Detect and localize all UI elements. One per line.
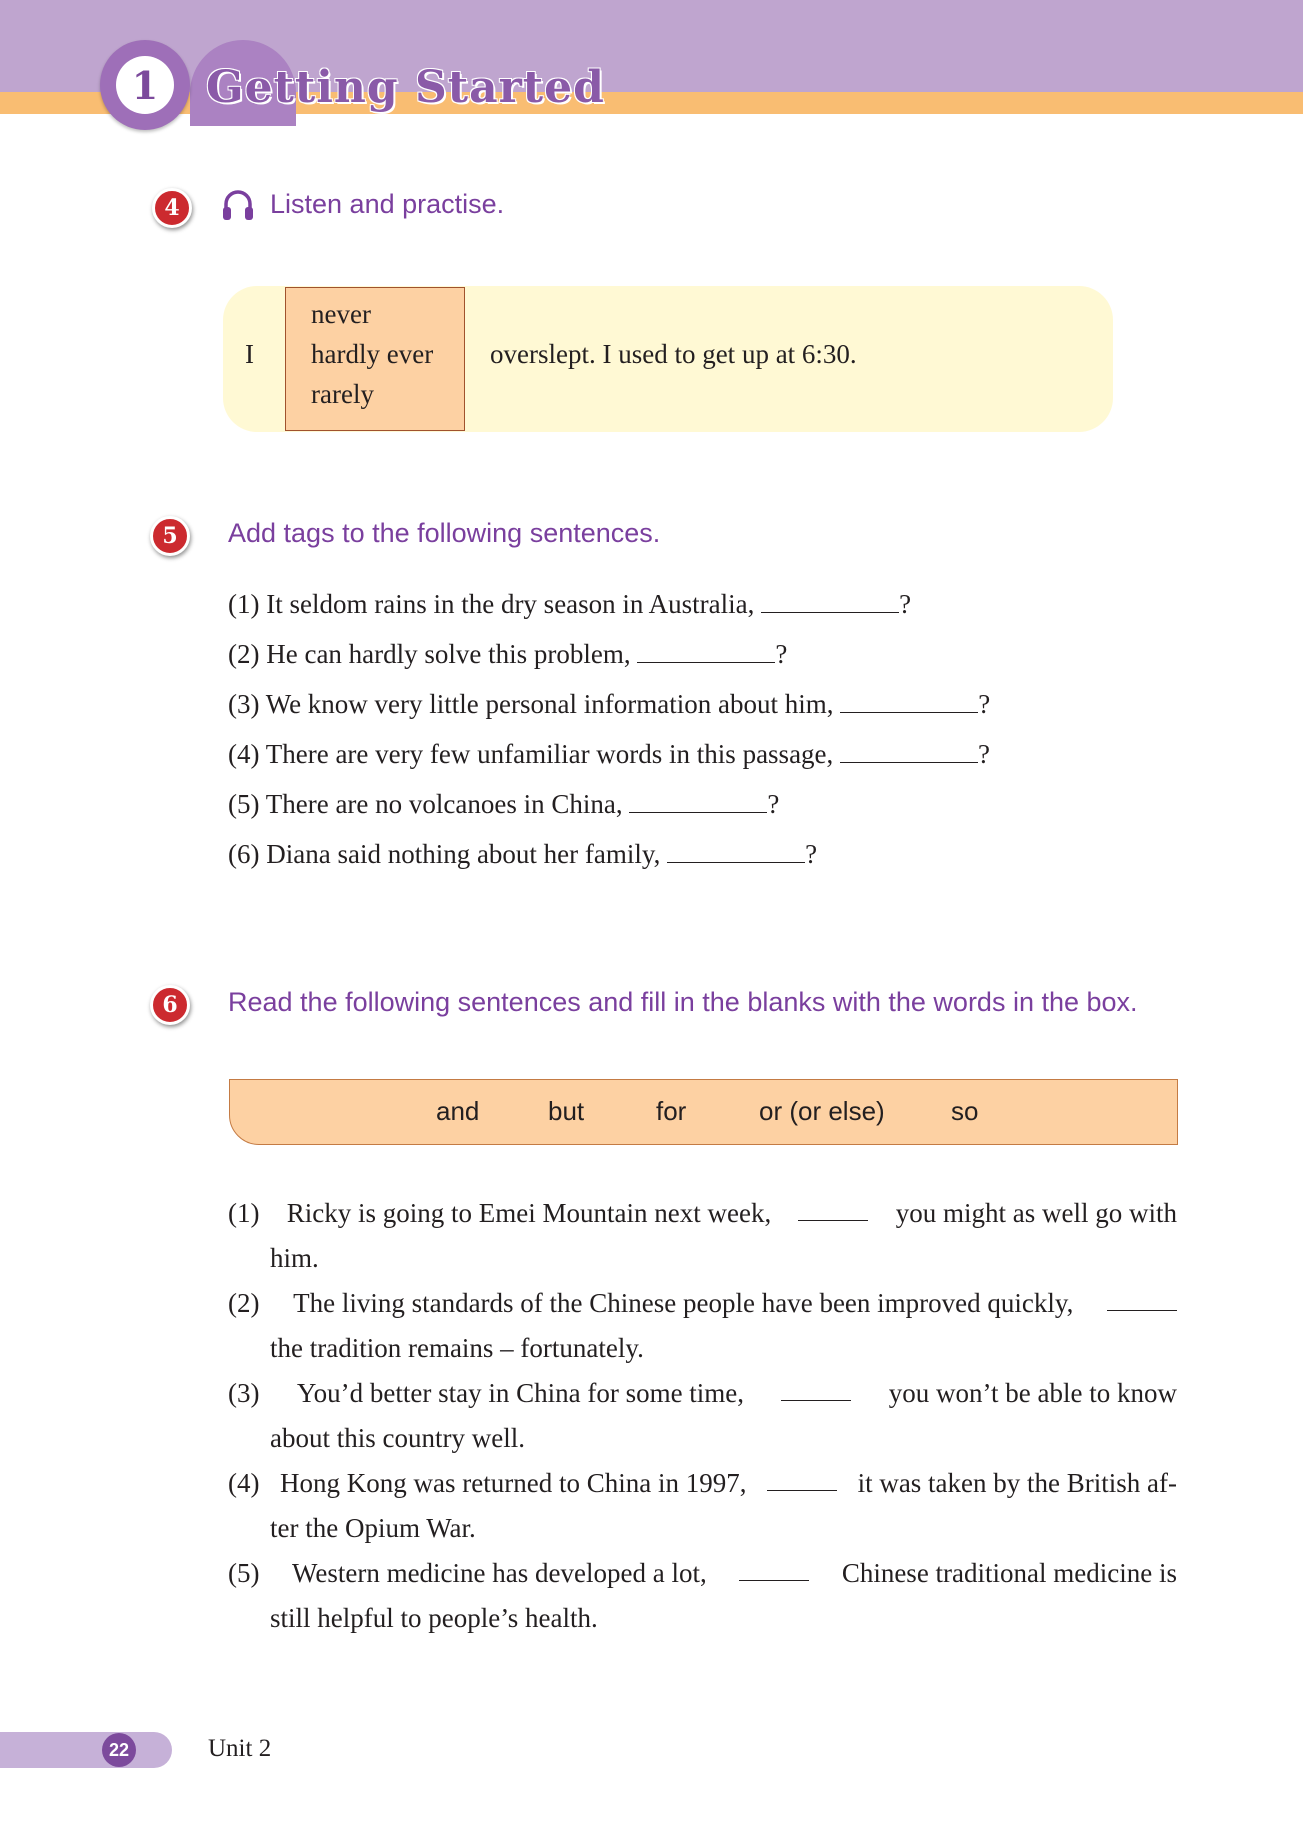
sentence-text: Ricky is going to Emei Mountain next week, (286, 1198, 772, 1228)
item-number: (3) (228, 1378, 260, 1408)
sentence-text: You’d better stay in China for some time, (296, 1378, 745, 1408)
item-number: (4) (228, 1468, 260, 1498)
page-title: Getting Started (206, 62, 605, 113)
footer-unit-label: Unit 2 (208, 1735, 272, 1762)
item-number: (1) (228, 1198, 260, 1228)
exercise-4-instruction: Listen and practise. (270, 189, 505, 219)
sentence-3-line-2: about this country well. (270, 1423, 525, 1453)
exercise-6-instruction: Read the following sentences and fill in the blanks with the words in the box. (228, 987, 1138, 1017)
sentence-text: Chinese traditional medicine is (841, 1558, 1177, 1588)
answer-blank[interactable] (840, 740, 978, 763)
answer-blank[interactable] (629, 790, 767, 813)
sentence-text: it was taken by the British af- (857, 1468, 1177, 1498)
word-box (229, 1079, 1178, 1145)
answer-blank[interactable] (739, 1558, 809, 1581)
question-mark: ? (805, 839, 818, 869)
question-4 (228, 739, 990, 770)
sentence-5-line-2: still helpful to people’s health. (270, 1603, 598, 1633)
question-mark: ? (978, 689, 991, 719)
sentence-text: you won’t be able to know (888, 1378, 1177, 1408)
question-5 (228, 789, 779, 820)
pattern-rest: overslept. I used to get up at 6:30. (490, 339, 857, 369)
sentence-1-line-2: him. (270, 1243, 319, 1273)
word-or-else: or (or else) (759, 1096, 885, 1126)
sentence-text: Hong Kong was returned to China in 1997, (280, 1468, 747, 1498)
sentence-4-line-2: ter the Opium War. (270, 1513, 476, 1543)
sentence-2-line-2: the tradition remains – fortunately. (270, 1333, 644, 1363)
word-but: but (548, 1096, 585, 1126)
word-so: so (951, 1096, 979, 1126)
word-for: for (656, 1096, 687, 1126)
question-text: (1) It seldom rains in the dry season in Australia, (228, 589, 755, 619)
answer-blank[interactable] (667, 840, 805, 863)
question-text: (4) There are very few unfamiliar words in this passage, (228, 739, 834, 769)
sentence-2-line-1 (228, 1288, 1177, 1319)
footer-bar (0, 1732, 172, 1768)
item-number: (2) (228, 1288, 260, 1318)
page-number: 22 (102, 1733, 136, 1767)
question-mark: ? (899, 589, 912, 619)
answer-blank[interactable] (798, 1198, 868, 1221)
question-3 (228, 689, 990, 720)
sentence-5-line-1 (228, 1558, 1177, 1589)
adverb-rarely: rarely (311, 379, 374, 409)
exercise-5-badge: 5 (150, 516, 190, 556)
question-2 (228, 639, 787, 670)
sentence-1-line-1 (228, 1198, 1177, 1229)
question-mark: ? (775, 639, 788, 669)
adverb-hardly-ever: hardly ever (311, 339, 434, 369)
answer-blank[interactable] (840, 690, 978, 713)
sentence-text: Western medicine has developed a lot, (292, 1558, 707, 1588)
sentence-text: you might as well go with (895, 1198, 1177, 1228)
answer-blank[interactable] (1107, 1288, 1177, 1311)
question-text: (5) There are no volcanoes in China, (228, 789, 623, 819)
headphones-icon[interactable] (221, 188, 255, 224)
answer-blank[interactable] (781, 1378, 851, 1401)
unit-number: 1 (116, 56, 174, 114)
item-number: (5) (228, 1558, 260, 1588)
sentence-text: The living standards of the Chinese people have been improved quickly, (293, 1288, 1074, 1318)
question-mark: ? (978, 739, 991, 769)
sentence-4-line-1 (228, 1468, 1177, 1499)
question-text: (6) Diana said nothing about her family, (228, 839, 661, 869)
question-text: (3) We know very little personal information about him, (228, 689, 834, 719)
exercise-5-instruction: Add tags to the following sentences. (228, 518, 661, 548)
exercise-4-badge: 4 (152, 188, 192, 228)
answer-blank[interactable] (767, 1468, 837, 1491)
sentence-3-line-1 (228, 1378, 1177, 1409)
question-1 (228, 589, 911, 620)
question-text: (2) He can hardly solve this problem, (228, 639, 631, 669)
question-mark: ? (767, 789, 780, 819)
question-6 (228, 839, 817, 870)
pattern-subject: I (245, 339, 254, 369)
adverb-never: never (311, 299, 371, 329)
exercise-6-badge: 6 (150, 985, 190, 1025)
answer-blank[interactable] (761, 590, 899, 613)
answer-blank[interactable] (637, 640, 775, 663)
word-and: and (436, 1096, 480, 1126)
